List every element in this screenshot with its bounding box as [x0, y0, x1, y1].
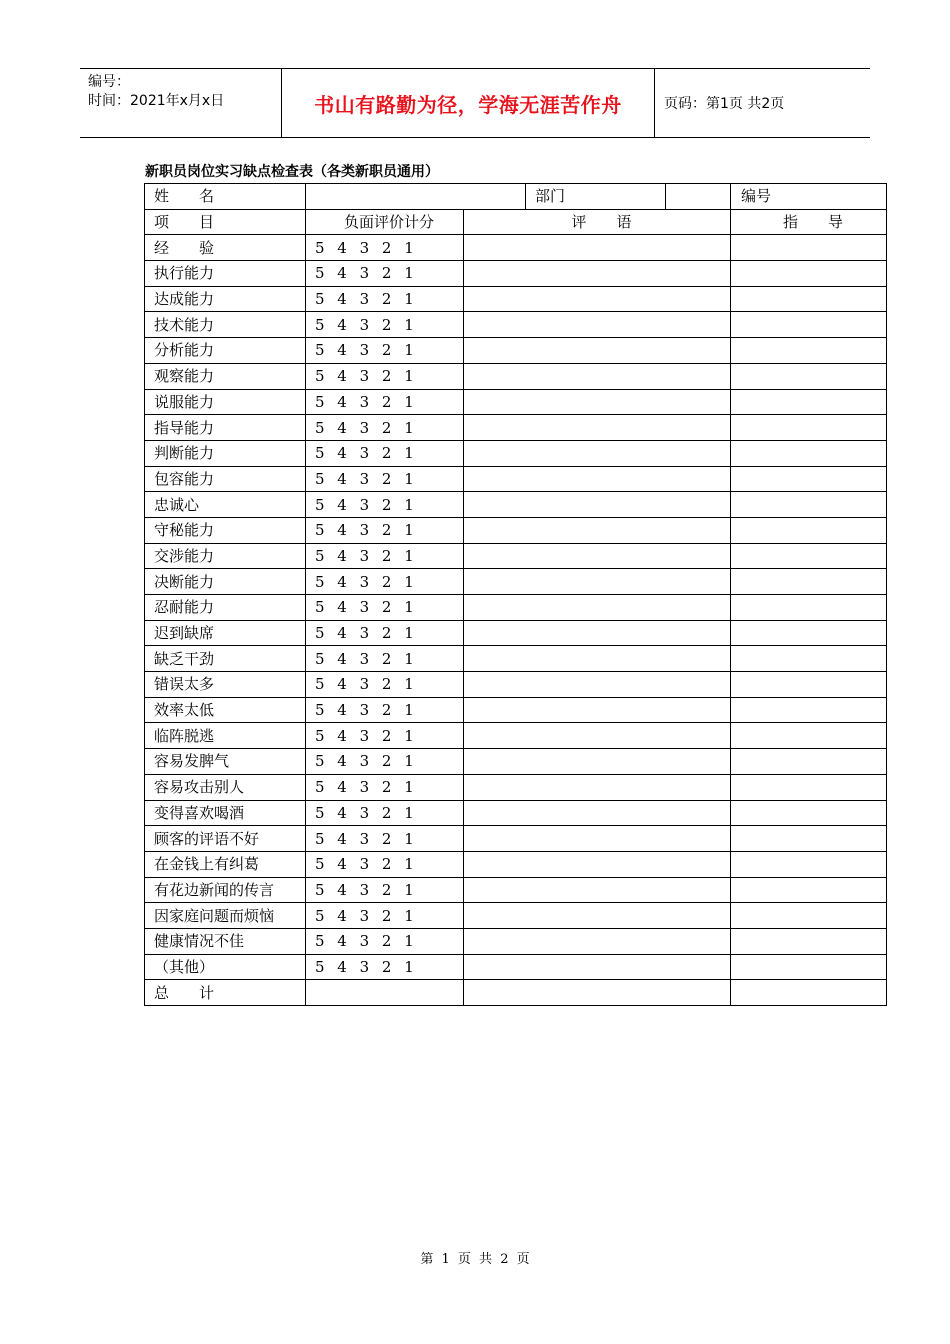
comment-cell[interactable]	[464, 620, 731, 646]
col-item-header: 项 目	[145, 209, 306, 235]
comment-cell[interactable]	[464, 697, 731, 723]
item-label: 忠诚心	[145, 492, 306, 518]
item-label: 有花边新闻的传言	[145, 877, 306, 903]
guidance-cell[interactable]	[731, 389, 887, 415]
guidance-cell[interactable]	[731, 620, 887, 646]
item-row	[145, 338, 887, 364]
score-options[interactable]: 5 4 3 2 1	[306, 569, 464, 595]
guidance-cell[interactable]	[731, 517, 887, 543]
header-meta	[88, 73, 283, 111]
score-options[interactable]: 5 4 3 2 1	[306, 877, 464, 903]
item-label: 分析能力	[145, 338, 306, 364]
col-score-header: 负面评价计分	[306, 209, 464, 235]
comment-cell[interactable]	[464, 851, 731, 877]
item-row	[145, 851, 887, 877]
comment-cell[interactable]	[464, 286, 731, 312]
score-options[interactable]: 5 4 3 2 1	[306, 338, 464, 364]
guidance-cell[interactable]	[731, 415, 887, 441]
score-options[interactable]: 5 4 3 2 1	[306, 826, 464, 852]
comment-cell[interactable]	[464, 338, 731, 364]
score-options[interactable]: 5 4 3 2 1	[306, 672, 464, 698]
item-label: 健康情况不佳	[145, 928, 306, 954]
score-options[interactable]: 5 4 3 2 1	[306, 928, 464, 954]
comment-cell[interactable]	[464, 261, 731, 287]
comment-cell[interactable]	[464, 543, 731, 569]
item-label: 容易攻击别人	[145, 774, 306, 800]
item-label: 效率太低	[145, 697, 306, 723]
comment-cell[interactable]	[464, 954, 731, 980]
guidance-cell[interactable]	[731, 235, 887, 261]
col-comment-header: 评 语	[464, 209, 731, 235]
item-label: 说服能力	[145, 389, 306, 415]
guidance-cell[interactable]	[731, 286, 887, 312]
comment-cell[interactable]	[464, 235, 731, 261]
total-label: 总 计	[145, 980, 306, 1006]
score-options[interactable]: 5 4 3 2 1	[306, 697, 464, 723]
comment-cell[interactable]	[464, 415, 731, 441]
comment-cell[interactable]	[464, 492, 731, 518]
score-options[interactable]: 5 4 3 2 1	[306, 261, 464, 287]
score-options[interactable]: 5 4 3 2 1	[306, 646, 464, 672]
column-header-row	[145, 209, 887, 235]
item-row	[145, 928, 887, 954]
item-row	[145, 440, 887, 466]
item-label: 错误太多	[145, 672, 306, 698]
comment-cell[interactable]	[464, 569, 731, 595]
item-label: 包容能力	[145, 466, 306, 492]
comment-cell[interactable]	[464, 877, 731, 903]
guidance-cell[interactable]	[731, 363, 887, 389]
item-row	[145, 466, 887, 492]
item-row	[145, 569, 887, 595]
comment-cell[interactable]	[464, 389, 731, 415]
guidance-cell[interactable]	[731, 877, 887, 903]
date-label: 时间：2021年x月x日	[88, 93, 225, 109]
form-title: 新职员岗位实习缺点检查表（各类新职员通用）	[145, 164, 439, 180]
item-label: 决断能力	[145, 569, 306, 595]
comment-cell[interactable]	[464, 723, 731, 749]
total-guidance-cell[interactable]	[731, 980, 887, 1006]
item-row	[145, 261, 887, 287]
comment-cell[interactable]	[464, 440, 731, 466]
item-label: 忍耐能力	[145, 595, 306, 621]
score-options[interactable]: 5 4 3 2 1	[306, 312, 464, 338]
guidance-cell[interactable]	[731, 338, 887, 364]
guidance-cell[interactable]	[731, 595, 887, 621]
item-row	[145, 312, 887, 338]
score-options[interactable]: 5 4 3 2 1	[306, 543, 464, 569]
comment-cell[interactable]	[464, 466, 731, 492]
guidance-cell[interactable]	[731, 800, 887, 826]
item-row	[145, 877, 887, 903]
id-label: 编号	[731, 184, 887, 210]
name-row	[145, 184, 887, 210]
header-motto: 书山有路勤为径，学海无涯苦作舟	[314, 92, 622, 117]
comment-cell[interactable]	[464, 595, 731, 621]
guidance-cell[interactable]	[731, 749, 887, 775]
comment-cell[interactable]	[464, 800, 731, 826]
item-label: 守秘能力	[145, 517, 306, 543]
item-label: 指导能力	[145, 415, 306, 441]
header-divider	[654, 69, 655, 137]
comment-cell[interactable]	[464, 826, 731, 852]
guidance-cell[interactable]	[731, 774, 887, 800]
score-options[interactable]: 5 4 3 2 1	[306, 235, 464, 261]
comment-cell[interactable]	[464, 646, 731, 672]
col-guidance-header: 指 导	[731, 209, 887, 235]
dept-label: 部门	[526, 184, 666, 210]
item-row	[145, 826, 887, 852]
item-label: （其他）	[145, 954, 306, 980]
score-options[interactable]: 5 4 3 2 1	[306, 492, 464, 518]
comment-cell[interactable]	[464, 903, 731, 929]
guidance-cell[interactable]	[731, 723, 887, 749]
item-row	[145, 723, 887, 749]
name-label: 姓 名	[145, 184, 306, 210]
comment-cell[interactable]	[464, 672, 731, 698]
score-options[interactable]: 5 4 3 2 1	[306, 389, 464, 415]
score-options[interactable]: 5 4 3 2 1	[306, 749, 464, 775]
item-label: 达成能力	[145, 286, 306, 312]
score-options[interactable]: 5 4 3 2 1	[306, 723, 464, 749]
guidance-cell[interactable]	[731, 440, 887, 466]
total-row	[145, 980, 887, 1006]
score-options[interactable]: 5 4 3 2 1	[306, 286, 464, 312]
guidance-cell[interactable]	[731, 312, 887, 338]
guidance-cell[interactable]	[731, 954, 887, 980]
item-row	[145, 517, 887, 543]
score-options[interactable]: 5 4 3 2 1	[306, 415, 464, 441]
page-header	[80, 68, 870, 138]
item-label: 技术能力	[145, 312, 306, 338]
guidance-cell[interactable]	[731, 903, 887, 929]
item-label: 顾客的评语不好	[145, 826, 306, 852]
item-row	[145, 543, 887, 569]
item-row	[145, 800, 887, 826]
comment-cell[interactable]	[464, 928, 731, 954]
guidance-cell[interactable]	[731, 543, 887, 569]
guidance-cell[interactable]	[731, 492, 887, 518]
total-comment-cell[interactable]	[464, 980, 731, 1006]
page-footer: 第 1 页 共 2 页	[420, 1252, 530, 1267]
item-row	[145, 620, 887, 646]
item-label: 变得喜欢喝酒	[145, 800, 306, 826]
score-options[interactable]: 5 4 3 2 1	[306, 851, 464, 877]
comment-cell[interactable]	[464, 517, 731, 543]
score-options[interactable]: 5 4 3 2 1	[306, 440, 464, 466]
name-field[interactable]	[306, 184, 526, 210]
item-row	[145, 415, 887, 441]
item-label: 迟到缺席	[145, 620, 306, 646]
item-row	[145, 697, 887, 723]
item-row	[145, 363, 887, 389]
guidance-cell[interactable]	[731, 646, 887, 672]
item-row	[145, 672, 887, 698]
guidance-cell[interactable]	[731, 261, 887, 287]
item-label: 临阵脱逃	[145, 723, 306, 749]
item-row	[145, 595, 887, 621]
item-row	[145, 954, 887, 980]
item-row	[145, 389, 887, 415]
comment-cell[interactable]	[464, 774, 731, 800]
score-options[interactable]: 5 4 3 2 1	[306, 774, 464, 800]
item-row	[145, 646, 887, 672]
guidance-cell[interactable]	[731, 569, 887, 595]
score-options[interactable]: 5 4 3 2 1	[306, 954, 464, 980]
comment-cell[interactable]	[464, 363, 731, 389]
item-label: 在金钱上有纠葛	[145, 851, 306, 877]
item-label: 执行能力	[145, 261, 306, 287]
item-row	[145, 774, 887, 800]
score-options[interactable]: 5 4 3 2 1	[306, 595, 464, 621]
guidance-cell[interactable]	[731, 928, 887, 954]
guidance-cell[interactable]	[731, 697, 887, 723]
number-label: 编号：	[88, 74, 130, 90]
comment-cell[interactable]	[464, 312, 731, 338]
item-label: 经 验	[145, 235, 306, 261]
item-label: 观察能力	[145, 363, 306, 389]
item-label: 缺乏干劲	[145, 646, 306, 672]
score-options[interactable]: 5 4 3 2 1	[306, 620, 464, 646]
item-label: 因家庭问题而烦恼	[145, 903, 306, 929]
score-options[interactable]: 5 4 3 2 1	[306, 517, 464, 543]
score-options[interactable]: 5 4 3 2 1	[306, 903, 464, 929]
score-options[interactable]: 5 4 3 2 1	[306, 466, 464, 492]
item-row	[145, 749, 887, 775]
item-row	[145, 492, 887, 518]
item-row	[145, 286, 887, 312]
total-score-cell[interactable]	[306, 980, 464, 1006]
score-options[interactable]: 5 4 3 2 1	[306, 363, 464, 389]
item-row	[145, 903, 887, 929]
guidance-cell[interactable]	[731, 466, 887, 492]
guidance-cell[interactable]	[731, 851, 887, 877]
score-options[interactable]: 5 4 3 2 1	[306, 800, 464, 826]
guidance-cell[interactable]	[731, 672, 887, 698]
item-row	[145, 235, 887, 261]
comment-cell[interactable]	[464, 749, 731, 775]
item-label: 判断能力	[145, 440, 306, 466]
evaluation-table	[144, 183, 887, 1006]
item-label: 交涉能力	[145, 543, 306, 569]
header-page-number: 页码：第1页 共2页	[664, 96, 785, 112]
guidance-cell[interactable]	[731, 826, 887, 852]
item-label: 容易发脾气	[145, 749, 306, 775]
dept-field[interactable]	[666, 184, 731, 210]
